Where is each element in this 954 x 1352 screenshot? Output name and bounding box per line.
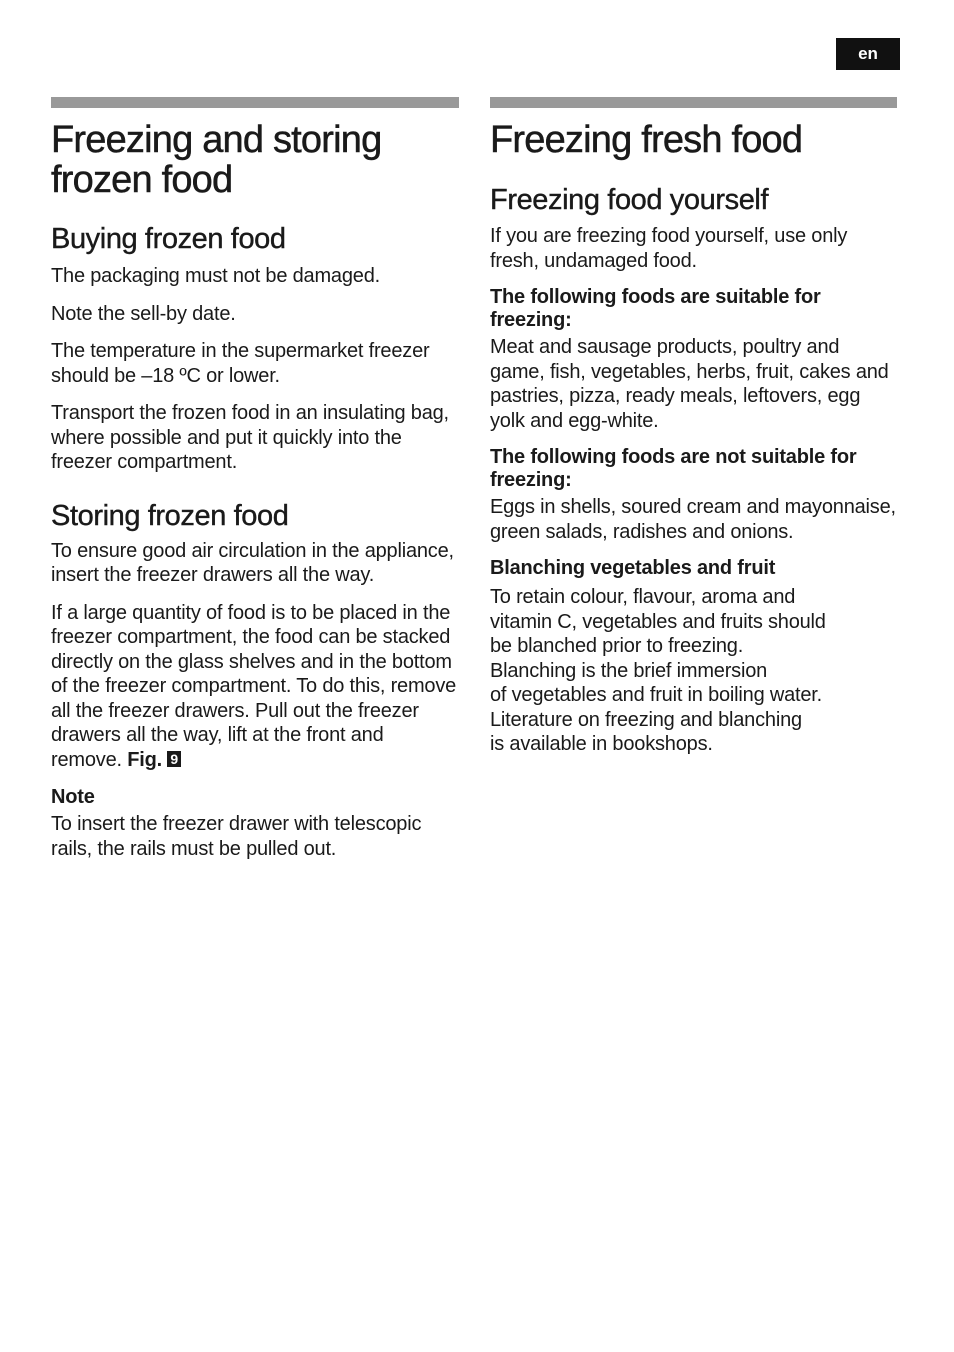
paragraph: The temperature in the supermarket freezer should be –18 ºC or lower. xyxy=(51,340,430,387)
heading-freezing-food-yourself: Freezing food yourself xyxy=(490,184,769,216)
page-title-left: Freezing and storing frozen food xyxy=(51,119,382,201)
blanching-line: Literature on freezing and blanching xyxy=(490,708,802,731)
suitable-foods-heading: The following foods are suitable for freezing: xyxy=(490,286,821,331)
paragraph: If you are freezing food yourself, use only fresh, undamaged food. xyxy=(490,225,848,272)
unsuitable-foods-text: Eggs in shells, soured cream and mayonnaise, green salads, radishes and onions. xyxy=(490,496,896,543)
figure-reference-label: Fig. xyxy=(127,748,162,771)
note-heading: Note xyxy=(51,786,95,808)
paragraph: To ensure good air circulation in the appliance, insert the freezer drawers all the way. xyxy=(51,539,454,586)
heading-storing-frozen-food: Storing frozen food xyxy=(51,499,289,532)
blanching-line: vitamin C, vegetables and fruits should xyxy=(490,610,826,633)
paragraph-text: If a large quantity of food is to be placed in the freezer compartment, the food can be stacked directly on the glass shelves and in the bottom of the freezer compartment. To do this, remove all the freezer drawers. Pull out the freezer drawers all the way, lift at the front and remove. xyxy=(51,601,457,771)
section-divider xyxy=(51,97,459,108)
paragraph xyxy=(51,601,459,773)
page-title-right: Freezing fresh food xyxy=(490,119,803,161)
paragraph: Transport the frozen food in an insulating bag, where possible and put it quickly into the freezer compartment. xyxy=(51,402,449,473)
paragraph: The packaging must not be damaged. xyxy=(51,265,380,287)
blanching-line: Blanching is the brief immersion xyxy=(490,659,768,682)
heading-buying-frozen-food: Buying frozen food xyxy=(51,223,286,255)
figure-number-badge: 9 xyxy=(167,751,181,767)
blanching-line: of vegetables and fruit in boiling water. xyxy=(490,684,823,706)
right-column xyxy=(490,97,897,757)
paragraph: Note the sell-by date. xyxy=(51,302,236,325)
blanching-line: be blanched prior to freezing. xyxy=(490,635,744,657)
note-text: To insert the freezer drawer with telescopic rails, the rails must be pulled out. xyxy=(51,813,422,860)
left-column xyxy=(51,97,459,861)
unsuitable-foods-heading: The following foods are not suitable for freezing: xyxy=(490,446,857,491)
blanching-line: is available in bookshops. xyxy=(490,733,713,755)
section-divider xyxy=(490,97,897,108)
blanching-line: To retain colour, flavour, aroma and xyxy=(490,586,796,608)
blanching-text xyxy=(490,585,897,757)
language-badge: en xyxy=(836,38,900,70)
blanching-heading: Blanching vegetables and fruit xyxy=(490,557,776,579)
suitable-foods-text: Meat and sausage products, poultry and game, fish, vegetables, herbs, fruit, cakes and pastries, pizza, ready meals, leftovers, egg yolk and egg-white. xyxy=(490,336,889,432)
